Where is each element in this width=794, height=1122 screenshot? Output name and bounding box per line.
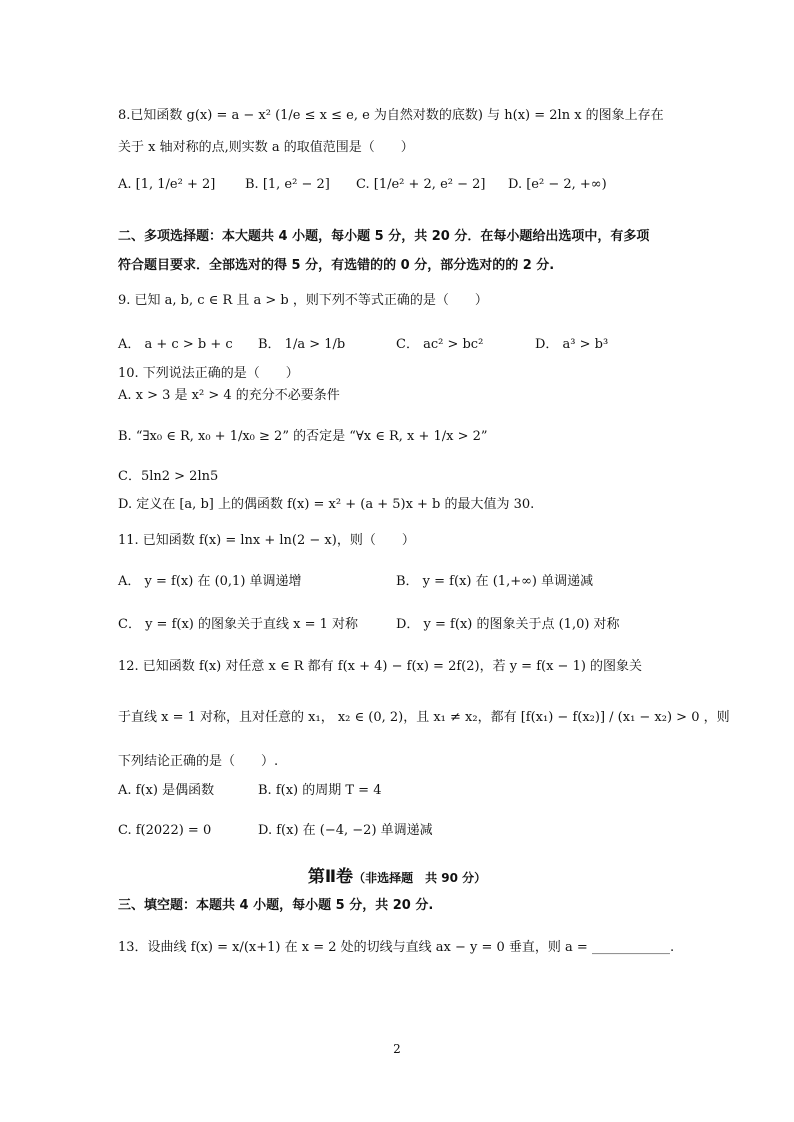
- q11-stem: 11. 已知函数 f(x) = lnx + ln(2 − x)，则（ ）: [118, 533, 415, 548]
- q9-option-b: B． 1/a > 1/b: [258, 337, 346, 352]
- q10-option-b: B. “∃x₀ ∈ R, x₀ + 1/x₀ ≥ 2” 的否定是 “∀x ∈ R, x + 1/x > 2”: [118, 429, 488, 444]
- q8-stem-line1: 8.已知函数 g(x) = a − x² (1/e ≤ x ≤ e, e 为自然对数的底数) 与 h(x) = 2ln x 的图象上存在: [118, 108, 664, 123]
- q8-option-a: A. [1, 1/e² + 2]: [118, 177, 216, 192]
- q9-option-a: A． a + c > b + c: [118, 337, 233, 352]
- q12-option-a: A. f(x) 是偶函数: [118, 783, 215, 798]
- q13-text: 13．设曲线 f(x) = x/(x+1) 在 x = 2 处的切线与直线 ax − y = 0 垂直，则 a = ____________.: [118, 940, 675, 955]
- section2-heading-line2: 符合题目要求．全部选对的得 5 分，有选错的的 0 分，部分选对的的 2 分.: [118, 258, 555, 273]
- q12-option-d: D. f(x) 在 (−4, −2) 单调递减: [258, 823, 433, 838]
- section2-heading-line1: 二、多项选择题：本大题共 4 小题，每小题 5 分，共 20 分．在每小题给出选项中，有多项: [118, 229, 650, 244]
- q12-stem-line1: 12. 已知函数 f(x) 对任意 x ∈ R 都有 f(x + 4) − f(x) = 2f(2)，若 y = f(x − 1) 的图象关: [118, 659, 643, 674]
- part2-title-main: 第Ⅱ卷: [307, 867, 354, 887]
- q9-stem: 9. 已知 a, b, c ∈ R 且 a > b ，则下列不等式正确的是（ ）: [118, 293, 488, 308]
- section3-heading: 三、填空题：本题共 4 小题，每小题 5 分，共 20 分.: [118, 898, 434, 913]
- q8-option-b: B. [1, e² − 2]: [245, 177, 330, 192]
- q11-option-d: D． y = f(x) 的图象关于点 (1,0) 对称: [396, 617, 620, 632]
- q9-option-d: D． a³ > b³: [535, 337, 609, 352]
- q10-option-c: C．5ln2 > 2ln5: [118, 469, 219, 484]
- part2-title-sub: （非选择题 共 90 分）: [353, 871, 487, 885]
- q10-option-d: D. 定义在 [a, b] 上的偶函数 f(x) = x² + (a + 5)x + b 的最大值为 30.: [118, 497, 535, 512]
- q12-option-b: B. f(x) 的周期 T = 4: [258, 783, 382, 798]
- part2-title: [0, 862, 794, 887]
- q11-option-b: B． y = f(x) 在 (1,+∞) 单调递减: [396, 574, 594, 589]
- q8-option-d: D. [e² − 2, +∞): [508, 177, 607, 192]
- page-number: 2: [393, 1042, 401, 1056]
- q11-option-c: C． y = f(x) 的图象关于直线 x = 1 对称: [118, 617, 359, 632]
- q12-stem-line3: 下列结论正确的是（ ）.: [118, 754, 279, 769]
- q12-option-c: C. f(2022) = 0: [118, 823, 212, 838]
- q10-option-a: A. x > 3 是 x² > 4 的充分不必要条件: [118, 388, 340, 403]
- q8-stem-line2: 关于 x 轴对称的点,则实数 a 的取值范围是（ ）: [118, 140, 414, 155]
- q8-option-c: C. [1/e² + 2, e² − 2]: [356, 177, 486, 192]
- q11-option-a: A． y = f(x) 在 (0,1) 单调递增: [118, 574, 302, 589]
- q10-stem: 10. 下列说法正确的是（ ）: [118, 366, 299, 381]
- q9-option-c: C． ac² > bc²: [396, 337, 484, 352]
- q12-stem-line2: 于直线 x = 1 对称，且对任意的 x₁， x₂ ∈ (0, 2)，且 x₁ ≠ x₂，都有 [f(x₁) − f(x₂)] / (x₁ − x₂) > 0 ，则: [118, 710, 730, 725]
